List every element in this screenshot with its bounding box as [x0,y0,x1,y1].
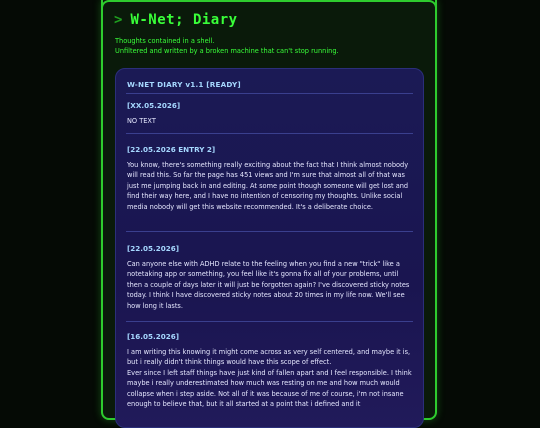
divider [126,133,413,134]
tagline-line-1: Thoughts contained in a shell. [115,37,215,45]
diary-panel[interactable] [115,68,424,428]
divider [126,93,413,94]
site-title: W-Net; Diary [130,12,238,28]
entry-date: [22.05.2026] [127,244,180,253]
entry-body: You know, there's something really exciting about the fact that I think almost nobody will read this. So far the page has 451 views and I'm sure that almost all of that was just me jumping back in and editing. At some point though someone will get lost and find their way here, and I have no intention of censoring my thoughts. Unlike social media nobody will get this website recommended. It's a deliberate choice. [127,161,409,211]
divider [126,321,413,322]
entry-body: Can anyone else with ADHD relate to the feeling when you find a new "trick" like a notetaking app or something, you feel like it's gonna fix all of your problems, until then a couple of days later it will just be forgotten again? I've discovered sticky notes today. I think I have discovered sticky notes about 20 times in my life now. We'll see how long it lasts. [127,260,410,310]
diary-entry [127,244,413,311]
prompt-icon: > [114,12,123,28]
diary-entry [127,145,413,212]
tagline-line-2: Unfiltered and written by a broken machine that can't stop running. [115,47,339,55]
entry-date: [16.05.2026] [127,332,180,341]
entry-body: I am writing this knowing it might come across as very self centered, and maybe it is, but i really didn't think things would have this scope of effect. Ever since I left staff things have just kind of fallen apart and I feel responsible. I think maybe i really underestimated how much was resting on me and how much would collapse when i step aside. Not all of it was because of me of course, i'm not insane enough to believe that, but it all started at a point that i defined and it [127,348,412,409]
panel-header: W-NET DIARY v1.1 [READY] [127,80,241,89]
diary-entry [127,101,413,126]
diary-entry [127,332,413,409]
entry-body: NO TEXT [127,117,156,125]
divider [126,231,413,232]
entry-date: [XX.05.2026] [127,101,181,110]
entry-date: [22.05.2026 ENTRY 2] [127,145,216,154]
shell-frame-top [101,0,437,8]
site-header [114,12,238,28]
